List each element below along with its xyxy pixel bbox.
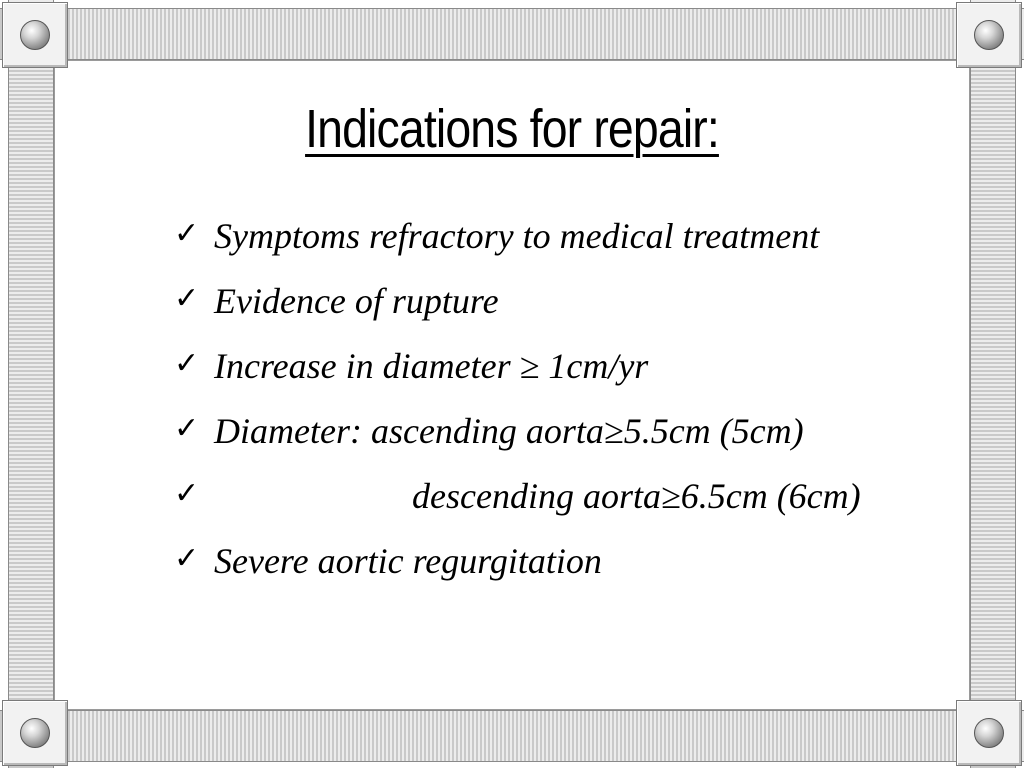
checkmark-icon: ✓ xyxy=(174,411,200,446)
corner-top-left xyxy=(2,2,68,68)
bullet-item xyxy=(174,277,934,342)
bullet-text: Increase in diameter ≥ 1cm/yr xyxy=(214,346,649,386)
bullet-item xyxy=(174,472,934,537)
frame-bottom-bar xyxy=(0,710,1024,762)
bullet-list xyxy=(174,212,934,602)
checkmark-icon: ✓ xyxy=(174,216,200,251)
checkmark-icon: ✓ xyxy=(174,346,200,381)
bullet-item xyxy=(174,407,934,472)
bullet-item xyxy=(174,342,934,407)
bolt-icon xyxy=(974,718,1004,748)
bolt-icon xyxy=(20,718,50,748)
checkmark-icon: ✓ xyxy=(174,541,200,576)
slide-title-text: Indications for repair: xyxy=(305,99,719,159)
bullet-text: Severe aortic regurgitation xyxy=(214,541,602,581)
bullet-text: Diameter: ascending aorta≥5.5cm (5cm) xyxy=(214,411,804,451)
bullet-text: descending aorta≥6.5cm (6cm) xyxy=(412,476,861,516)
corner-top-right xyxy=(956,2,1022,68)
corner-bottom-left xyxy=(2,700,68,766)
bolt-icon xyxy=(20,20,50,50)
bullet-text: Evidence of rupture xyxy=(214,281,499,321)
corner-bottom-right xyxy=(956,700,1022,766)
bullet-item xyxy=(174,537,934,602)
bullet-item xyxy=(174,212,934,277)
checkmark-icon: ✓ xyxy=(174,281,200,316)
slide-title xyxy=(72,98,953,160)
frame-top-bar xyxy=(0,8,1024,60)
frame-left-bar xyxy=(8,0,54,768)
bullet-text: Symptoms refractory to medical treatment xyxy=(214,216,820,256)
frame-right-bar xyxy=(970,0,1016,768)
bolt-icon xyxy=(974,20,1004,50)
checkmark-icon: ✓ xyxy=(174,476,200,511)
